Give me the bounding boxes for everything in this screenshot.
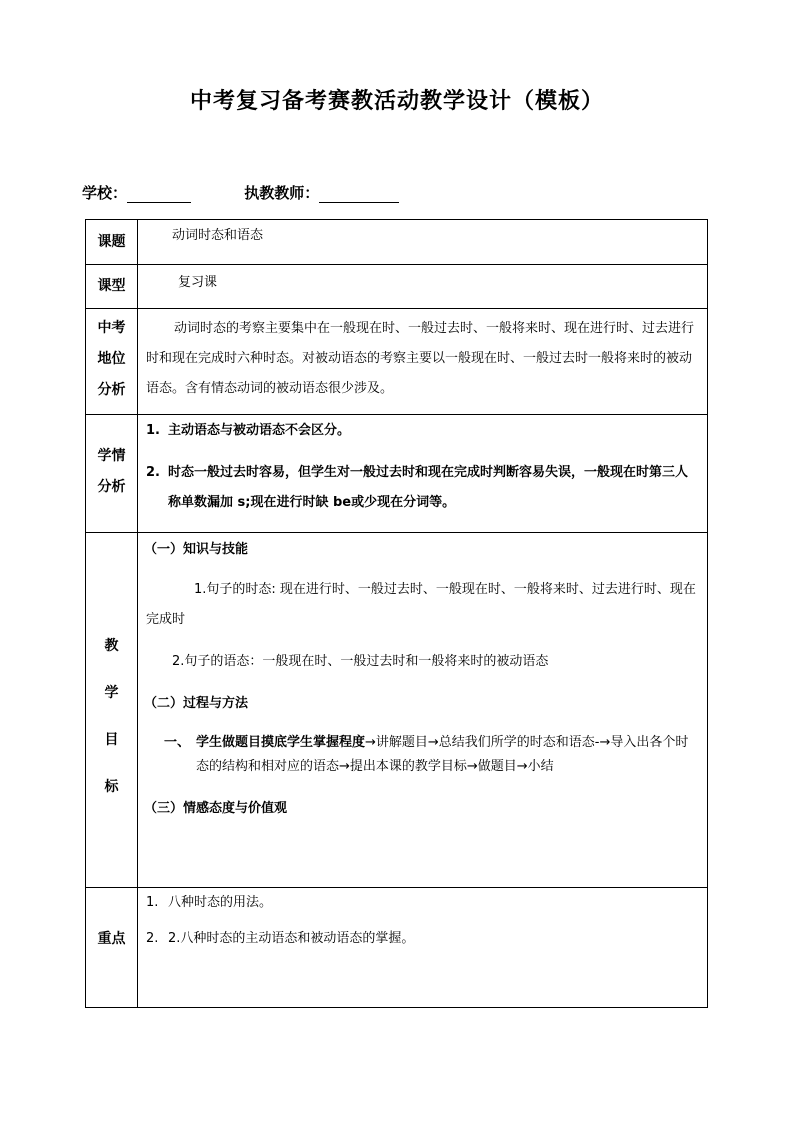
goal-section-1-title: （一）知识与技能 [144, 542, 249, 557]
goal-section-2-item-text [196, 731, 701, 779]
key-item-2-num: 2. [146, 931, 159, 946]
row-student-analysis [86, 415, 708, 533]
goals-label-char-4: 标 [104, 779, 119, 795]
document-title: 中考复习备考赛教活动教学设计（模板） [189, 89, 604, 114]
school-blank[interactable] [127, 186, 191, 203]
key-item-2-text: 2.八种时态的主动语态和被动语态的掌握。 [168, 931, 415, 946]
goal-section-2-item-num: 一、 [164, 735, 191, 750]
goal-section-2-item-bold: 学生做题目摸底学生掌握程度 [196, 735, 366, 750]
key-points-cell [138, 888, 708, 1008]
goal-section-1-item-1: 1.句子的时态: 现在进行时、一般过去时、一般现在时、一般将来时、过去进行时、现在完成时 [146, 582, 696, 627]
lesson-plan-table [85, 219, 708, 1008]
goals-label-char-1: 教 [104, 638, 119, 654]
teacher-label: 执教教师： [244, 184, 320, 202]
student-item-1-text: 主动语态与被动语态不会区分。 [168, 423, 351, 438]
student-analysis-cell [138, 415, 708, 533]
key-item-1 [138, 888, 707, 918]
row-topic [86, 220, 708, 265]
header-fields [82, 182, 399, 203]
student-item-1-num: 1. [146, 423, 160, 438]
student-item-2-num: 2. [146, 465, 160, 480]
exam-analysis-cell [138, 309, 708, 415]
goals-label-char-2: 学 [104, 685, 119, 701]
key-item-2 [138, 924, 707, 954]
teaching-goals-cell [138, 533, 708, 888]
topic-label: 课题 [86, 220, 138, 265]
student-item-2-text: 时态一般过去时容易，但学生对一般过去时和现在完成时判断容易失误，一般现在时第三人称单数漏加 s;现在进行时缺 be或少现在分词等。 [168, 465, 689, 510]
row-exam-analysis [86, 309, 708, 415]
goal-section-2-title: （二）过程与方法 [144, 696, 249, 711]
row-type [86, 265, 708, 309]
student-label-line-2: 分析 [97, 479, 126, 495]
goal-section-2-item [138, 731, 707, 779]
goal-section-3-title: （三）情感态度与价值观 [144, 801, 288, 816]
goal-section-2-item-rest: →讲解题目→总结我们所学的时态和语态-→导入出各个时态的结构和相对应的语态→提出本课的教学目标→做题目→小结 [196, 735, 689, 774]
student-item-1 [138, 416, 707, 446]
goals-label-char-3: 目 [104, 732, 119, 748]
key-points-label: 重点 [86, 888, 138, 1008]
key-item-1-num: 1. [146, 895, 159, 910]
student-analysis-label [86, 415, 138, 533]
row-teaching-goals [86, 533, 708, 888]
type-label: 课型 [86, 265, 138, 309]
exam-label-line-3: 分析 [97, 382, 126, 398]
exam-analysis-label [86, 309, 138, 415]
goal-section-1-item-2: 2.句子的语态：一般现在时、一般过去时和一般将来时的被动语态 [172, 654, 549, 669]
exam-label-line-1: 中考 [97, 320, 126, 336]
student-label-line-1: 学情 [97, 448, 126, 464]
key-item-1-text: 八种时态的用法。 [168, 895, 273, 910]
type-value: 复习课 [138, 265, 708, 309]
exam-analysis-text: 动词时态的考察主要集中在一般现在时、一般过去时、一般将来时、现在进行时、过去进行时和现在完成时六种时态。对被动语态的考察主要以一般现在时、一般过去时一般将来时的被动语态。含有情态动词的被动语态很少涉及。 [146, 321, 695, 396]
exam-label-line-2: 地位 [97, 351, 126, 367]
teacher-blank[interactable] [319, 186, 399, 203]
teaching-goals-label [86, 533, 138, 888]
topic-value: 动词时态和语态 [138, 220, 708, 265]
row-key-points [86, 888, 708, 1008]
student-item-2 [138, 458, 707, 518]
school-label: 学校： [82, 184, 128, 202]
